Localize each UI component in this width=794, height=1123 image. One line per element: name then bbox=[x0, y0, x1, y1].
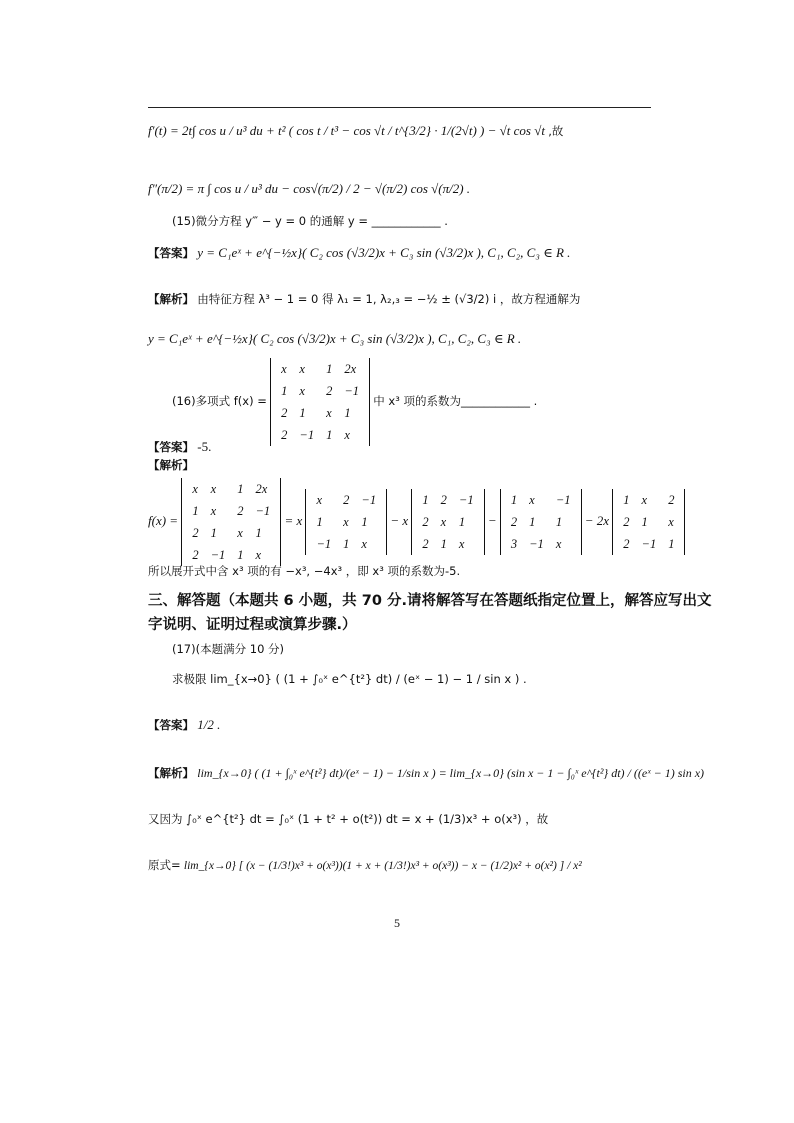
minor-d: 1 x 2 2 1 x 2 −1 1 bbox=[612, 489, 685, 555]
answer-15: 【答案】 y = C₁eˣ + e^{−½x}( C₂ cos (√3/2)x + C₃ sin (√3/2)x ), C₁, C₂, C₃ ∈ R . bbox=[148, 245, 571, 260]
formula-part: ) − √t cos √t bbox=[480, 123, 545, 138]
formula-part: cos t / t³ − cos √t / t^{3/2} · 1/(2√t) bbox=[296, 123, 477, 138]
question-17-head: (17)(本题满分 10 分) bbox=[172, 642, 285, 656]
general-solution-line: y = C₁eˣ + e^{−½x}( C₂ cos (√3/2)x + C₃ sin (√3/2)x ), C₁, C₂, C₃ ∈ R . bbox=[148, 331, 522, 346]
minor-b: 1 2 −1 2 x 1 2 1 x bbox=[411, 489, 484, 555]
conclusion-16: 所以展开式中含 x³ 项的有 −x³, −4x³ ，即 x³ 项的系数为-5. bbox=[148, 564, 461, 578]
minor-c: 1 x −1 2 1 1 3 −1 x bbox=[500, 489, 582, 555]
header-rule bbox=[148, 107, 651, 108]
formula-tail: ,故 bbox=[548, 124, 564, 138]
page-number: 5 bbox=[394, 916, 400, 930]
laplace-expansion: f(x) = x x 1 2x 1 x 2 −1 2 1 x 1 2 −1 1 x = x x 2 −1 1 x 1 −1 1 x − x 1 2 −1 2 x 1 2 1 x − 1 x −1 2 1 1 3 −1 x − 2x 1 x 2 2 1 x 2 −1 1 bbox=[148, 478, 685, 566]
determinant-4x4: x x 1 2x 1 x 2 −1 2 1 x 1 2 −1 1 x bbox=[270, 358, 370, 446]
formula-part: cos u / u³ du + t² ( bbox=[198, 123, 294, 138]
result-17: 原式= lim_{x→0} [ (x − (1/3!)x³ + o(x³))(1 + x + (1/3!)x³ + o(x³)) − x − (1/2)x² + o(x²) ] / x² bbox=[148, 858, 582, 872]
derivative-line bbox=[148, 122, 563, 140]
answer-16: 【答案】 -5. bbox=[148, 439, 212, 454]
explanation-16-label: 【解析】 bbox=[148, 458, 194, 472]
question-17: 求极限 lim_{x→0} ( (1 + ∫₀ˣ e^{t²} dt) / (eˣ − 1) − 1 / sin x ) . bbox=[172, 672, 527, 686]
section-3-heading: 三、解答题（本题共 6 小题，共 70 分.请将解答写在答题纸指定位置上，解答应写出文 bbox=[148, 593, 712, 609]
section-3-heading-cont: 字说明、证明过程或演算步骤.） bbox=[148, 617, 357, 633]
minor-a: x 2 −1 1 x 1 −1 1 x bbox=[305, 489, 387, 555]
expansion-17: 又因为 ∫₀ˣ e^{t²} dt = ∫₀ˣ (1 + t² + o(t²)) dt = x + (1/3)x³ + o(x³) ，故 bbox=[148, 812, 549, 826]
formula-lhs: f′(t) = 2t∫ bbox=[148, 123, 196, 138]
question-15: (15)微分方程 y‴ − y = 0 的通解 y = ____________ . bbox=[172, 214, 448, 228]
determinant-4x4-copy: x x 1 2x 1 x 2 −1 2 1 x 1 2 −1 1 x bbox=[181, 478, 281, 566]
explanation-15: 【解析】 由特征方程 λ³ − 1 = 0 得 λ₁ = 1, λ₂,₃ = −½ ± (√3/2) i ，故方程通解为 bbox=[148, 292, 581, 306]
answer-17: 【答案】 1/2 . bbox=[148, 717, 221, 732]
explanation-17: 【解析】 lim_{x→0} ( (1 + ∫₀ˣ e^{t²} dt)/(eˣ − 1) − 1/sin x ) = lim_{x→0} (sin x − 1 − ∫₀ˣ e^{t²} dt) / ((eˣ − 1) sin x) bbox=[148, 766, 705, 780]
second-derivative-line: f″(π/2) = π ∫ cos u / u³ du − cos√(π/2) / 2 − √(π/2) cos √(π/2) . bbox=[148, 181, 471, 196]
question-16: (16)多项式 f(x) = x x 1 2x 1 x 2 −1 2 1 x 1 2 −1 1 x 中 x³ 项的系数为____________ . bbox=[172, 358, 537, 446]
